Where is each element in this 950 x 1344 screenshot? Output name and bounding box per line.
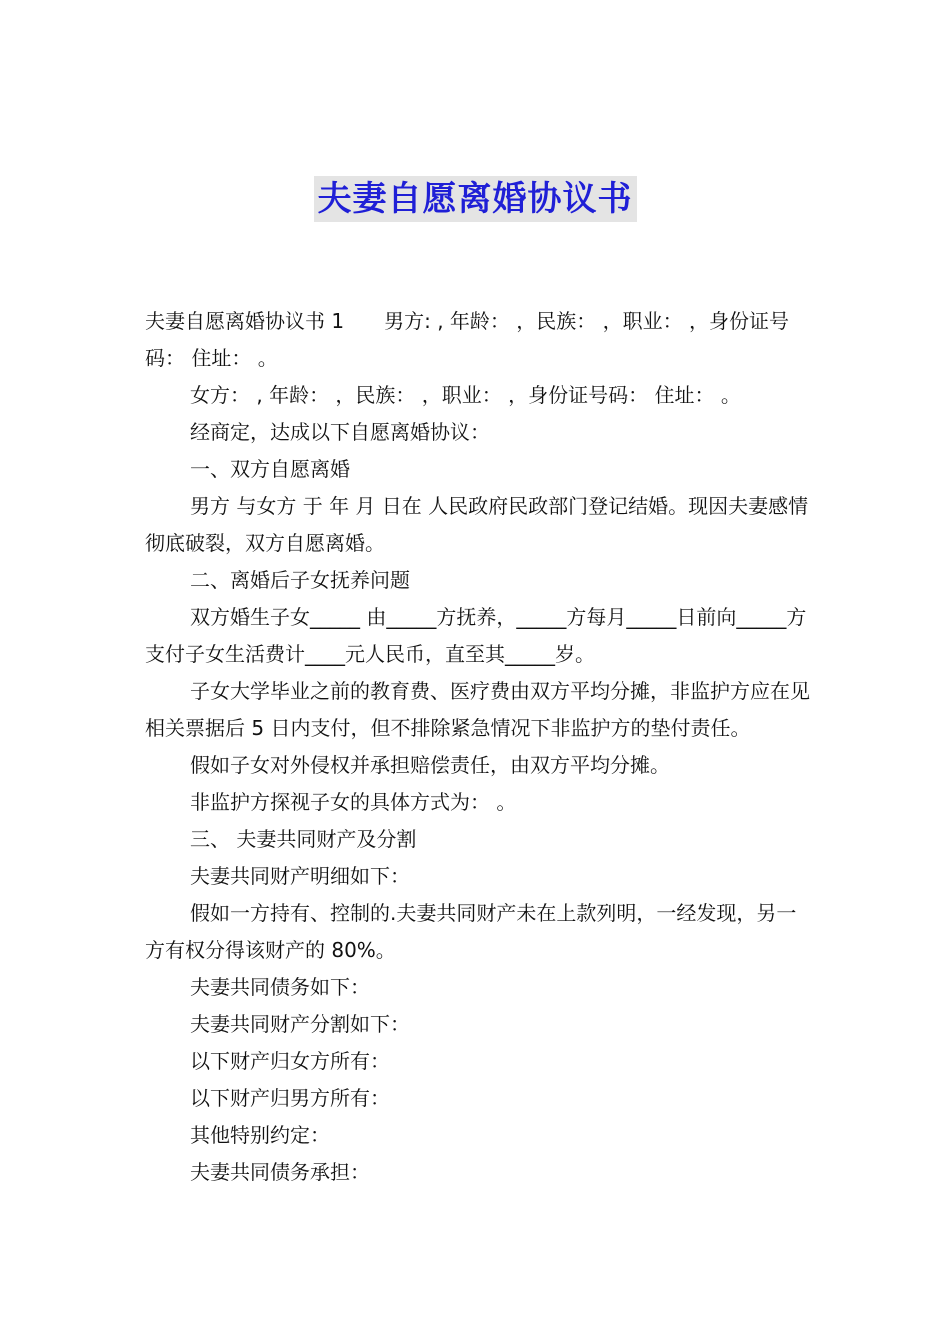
document-body: [145, 303, 815, 1191]
first-line-rest: 男方: , 年龄： ，民族： ，职业： ，身份证号码： 住址： 。: [145, 309, 789, 370]
document-title: 夫妻自愿离婚协议书: [314, 176, 637, 222]
paragraph: 其他特别约定：: [190, 1123, 330, 1147]
paragraph: 假如子女对外侵权并承担赔偿责任，由双方平均分摊。: [190, 753, 670, 777]
paragraph: 以下财产归女方所有：: [190, 1049, 390, 1073]
paragraph: 假如一方持有、控制的.夫妻共同财产未在上款列明，一经发现，另一方有权分得该财产的 80%。: [145, 901, 797, 962]
paragraph: 男方 与女方 于 年 月 日在 人民政府民政部门登记结婚。现因夫妻感情彻底破裂，双方自愿离婚。: [145, 494, 809, 555]
paragraph: 夫妻共同财产明细如下：: [190, 864, 410, 888]
title-container: [0, 176, 950, 222]
paragraph: 双方婚生子女_____ 由_____方抚养，_____方每月_____日前向_____方支付子女生活费计____元人民币，直至其_____岁。: [145, 605, 807, 666]
paragraph: 非监护方探视子女的具体方式为： 。: [190, 790, 517, 814]
paragraph: 经商定，达成以下自愿离婚协议：: [190, 420, 490, 444]
paragraph: 以下财产归男方所有：: [190, 1086, 390, 1110]
paragraph: 夫妻共同债务承担：: [190, 1160, 370, 1184]
section-heading: 一、双方自愿离婚: [190, 457, 350, 481]
section-heading: 二、离婚后子女抚养问题: [190, 568, 410, 592]
first-line-prefix: 夫妻自愿离婚协议书 1: [145, 309, 345, 333]
paragraph-party-male: [145, 303, 815, 377]
paragraph: 夫妻共同财产分割如下：: [190, 1012, 410, 1036]
section-heading: 三、 夫妻共同财产及分割: [190, 827, 417, 851]
paragraph: 夫妻共同债务如下：: [190, 975, 370, 999]
paragraph-party-female: 女方： , 年龄： ，民族： ，职业： ，身份证号码： 住址： 。: [190, 383, 741, 407]
paragraph: 子女大学毕业之前的教育费、医疗费由双方平均分摊，非监护方应在见相关票据后 5 日内支付，但不排除紧急情况下非监护方的垫付责任。: [145, 679, 810, 740]
